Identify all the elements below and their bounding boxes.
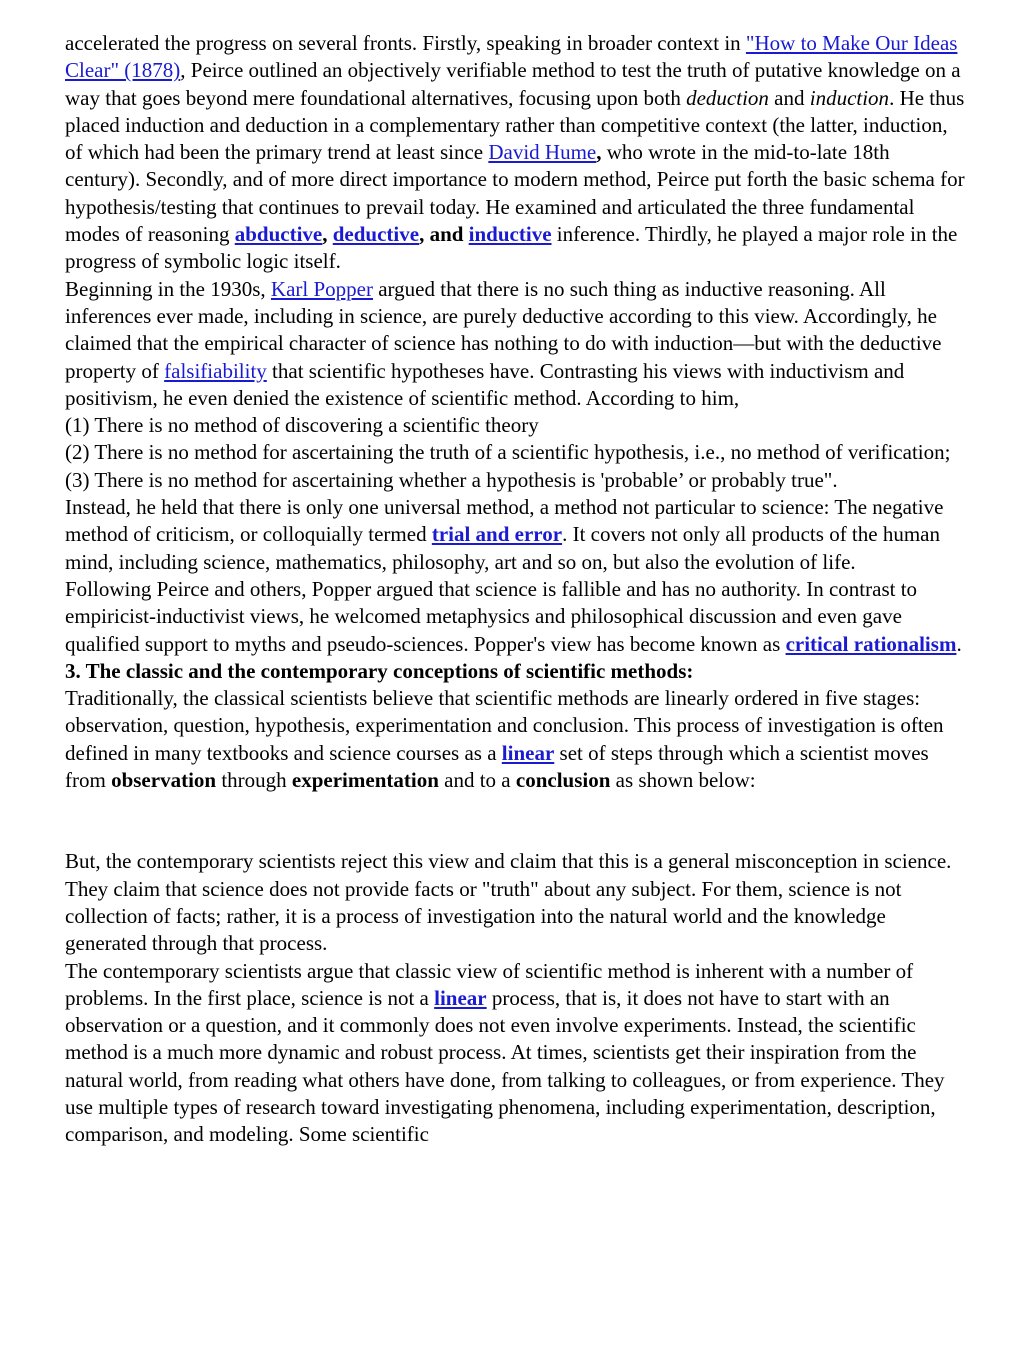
link-linear-2[interactable]: linear xyxy=(434,985,487,1010)
paragraph-classic-view: Traditionally, the classical scientists believe that scientific methods are linearly ordered in five stages: observation, question, hypothesis, experimentation and conclusion. This process of investigation is often defined in many textbooks and science courses as a linear set of steps through which a scientist moves from observation through experimentation and to a conclusion as shown below: xyxy=(65,686,944,793)
link-linear[interactable]: linear xyxy=(501,740,555,765)
link-abductive[interactable]: abductive xyxy=(234,222,323,247)
term-experimentation: experimentation xyxy=(291,768,439,793)
paragraph-critical-rationalism: Following Peirce and others, Popper argued that science is fallible and has no authority. In contrast to empiricist-inductivist views, he welcomed metaphysics and philosophical discussion and even gave qualified support to myths and pseudo-sciences. Popper's view has become known as critical rationalism. xyxy=(65,576,962,656)
link-deductive[interactable]: deductive xyxy=(332,222,420,247)
term-induction: induction xyxy=(809,85,890,110)
link-trial-and-error[interactable]: trial and error xyxy=(431,522,563,547)
list-item-2: (2) There is no method for ascertaining the truth of a scientific hypothesis, i.e., no method of verification; xyxy=(65,440,951,465)
list-item-3: (3) There is no method for ascertaining whether a hypothesis is 'probable’ or probably true". xyxy=(65,467,838,492)
figure-placeholder-gap xyxy=(65,794,965,848)
list-item-1: (1) There is no method of discovering a scientific theory xyxy=(65,413,539,438)
paragraph-peirce: accelerated the progress on several fronts. Firstly, speaking in broader context in "How to Make Our Ideas Clear" (1878), Peirce outlined an objectively verifiable method to test the truth of putative knowledge on a way that goes beyond mere foundational alternatives, focusing upon both deduction and induction. He thus placed induction and deduction in a complementary rather than competitive context (the latter, induction, of which had been the primary trend at least since David Hume, who wrote in the mid-to-late 18th century). Secondly, and of more direct importance to modern method, Peirce put forth the basic schema for hypothesis/testing that continues to prevail today. He examined and articulated the three fundamental modes of reasoning abductive, deductive, and inductive inference. Thirdly, he played a major role in the progress of symbolic logic itself. xyxy=(65,31,965,274)
link-inductive[interactable]: inductive xyxy=(468,222,552,247)
term-deduction: deduction xyxy=(686,85,769,110)
paragraph-popper: Beginning in the 1930s, Karl Popper argued that there is no such thing as inductive reasoning. All inferences ever made, including in science, are purely deductive according to this view. Accordingly, he claimed that the empirical character of science has nothing to do with induction—but with the deductive property of falsifiability that scientific hypotheses have. Contrasting his views with inductivism and positivism, he even denied the existence of scientific method. According to him, xyxy=(65,276,942,410)
link-karl-popper[interactable]: Karl Popper xyxy=(270,276,373,301)
paragraph-contemporary-view: But, the contemporary scientists reject this view and claim that this is a general misconception in science. They claim that science does not provide facts or "truth" about any subject. For them, science is not collection of facts; rather, it is a process of investigation into the natural world and the knowledge generated through that process. xyxy=(65,849,952,956)
document-page xyxy=(65,30,965,1149)
link-david-hume[interactable]: David Hume xyxy=(488,140,597,165)
link-falsifiability[interactable]: falsifiability xyxy=(164,358,267,383)
link-how-to-make-our-ideas-clear[interactable]: "How to Make Our Ideas Clear" (1878) xyxy=(65,31,958,83)
term-observation: observation xyxy=(111,768,217,793)
section-heading-3: 3. The classic and the contemporary conceptions of scientific methods: xyxy=(65,658,694,683)
paragraph-contemporary-argument: The contemporary scientists argue that classic view of scientific method is inherent with a number of problems. In the first place, science is not a linear process, that is, it does not have to start with an observation or a question, and it commonly does not even involve experiments. Instead, the scientific method is a much more dynamic and robust process. At times, scientists get their inspiration from the natural world, from reading what others have done, from talking to colleagues, or from experience. They use multiple types of research toward investigating phenomena, including experimentation, description, comparison, and modeling. Some scientific xyxy=(65,958,945,1147)
link-critical-rationalism[interactable]: critical rationalism xyxy=(785,631,957,656)
term-conclusion: conclusion xyxy=(515,768,611,793)
paragraph-universal-method: Instead, he held that there is only one universal method, a method not particular to science: The negative method of criticism, or colloquially termed trial and error. It covers not only all products of the human mind, including science, mathematics, philosophy, art and so on, but also the evolution of life. xyxy=(65,495,944,574)
